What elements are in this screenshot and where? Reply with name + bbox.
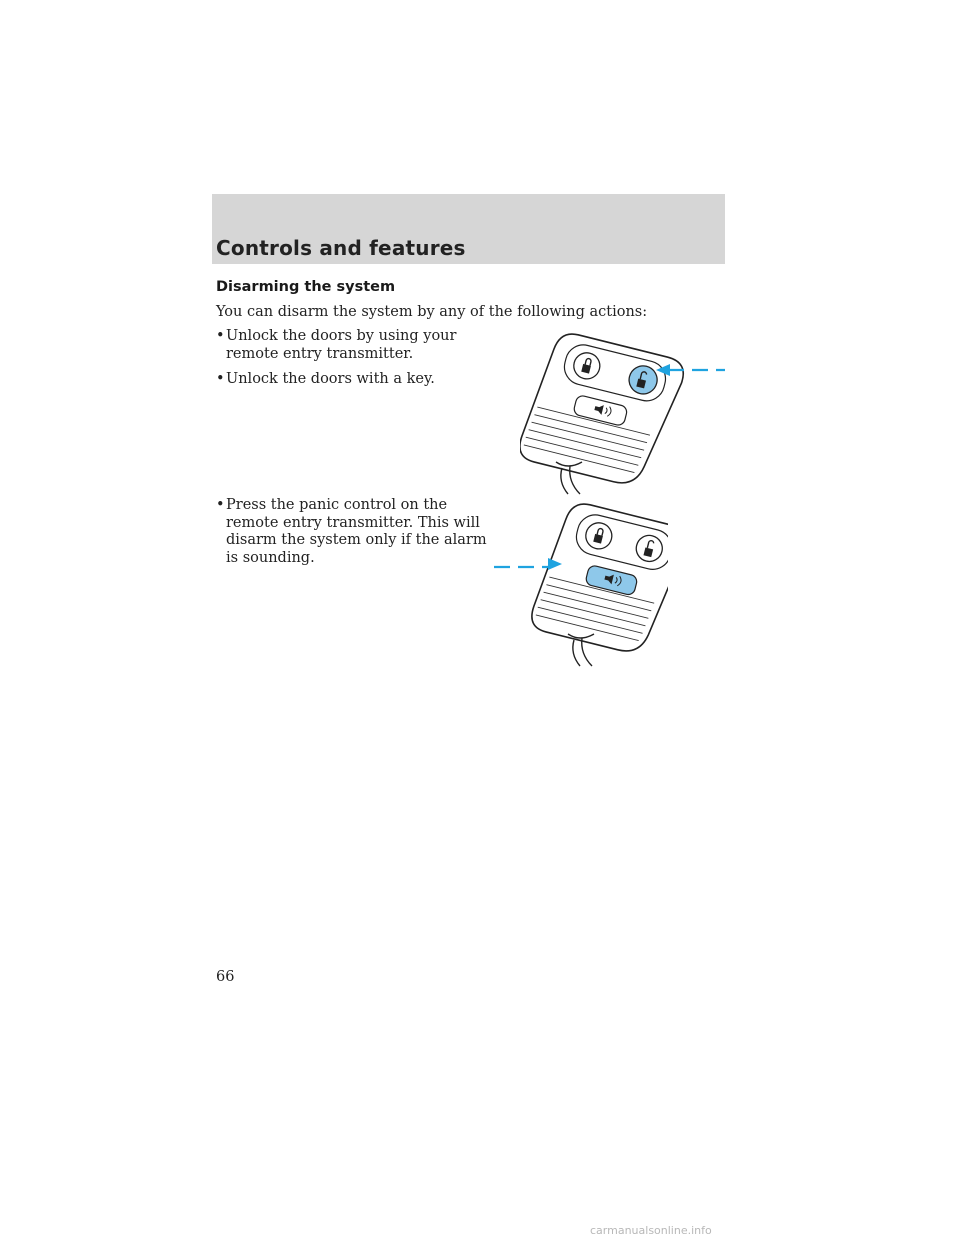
dashed-arrow-left-icon xyxy=(656,364,725,376)
dashed-arrow-right-icon xyxy=(494,558,562,570)
bullet-item xyxy=(216,328,496,363)
bullet-text: Unlock the doors by using your remote entry transmitter. xyxy=(226,328,457,362)
bullet-dot-icon: • xyxy=(216,371,225,387)
bullet-item xyxy=(216,497,496,567)
remote-fob-panic-figure xyxy=(488,490,668,670)
bullet-item xyxy=(216,371,496,389)
heading-disarming: Disarming the system xyxy=(216,279,396,295)
bullet-text: Press the panic control on the remote entry transmitter. This will disarm the system only if the alarm is sounding. xyxy=(226,497,487,566)
watermark-text: carmanualsonline.info xyxy=(590,1224,712,1237)
bullet-dot-icon: • xyxy=(216,497,225,513)
remote-fob-unlock-figure xyxy=(520,320,730,495)
page-number: 66 xyxy=(216,969,235,985)
section-title: Controls and features xyxy=(216,236,466,260)
bullet-dot-icon: • xyxy=(216,328,225,344)
bullet-text: Unlock the doors with a key. xyxy=(226,371,435,387)
intro-paragraph: You can disarm the system by any of the following actions: xyxy=(216,304,648,320)
